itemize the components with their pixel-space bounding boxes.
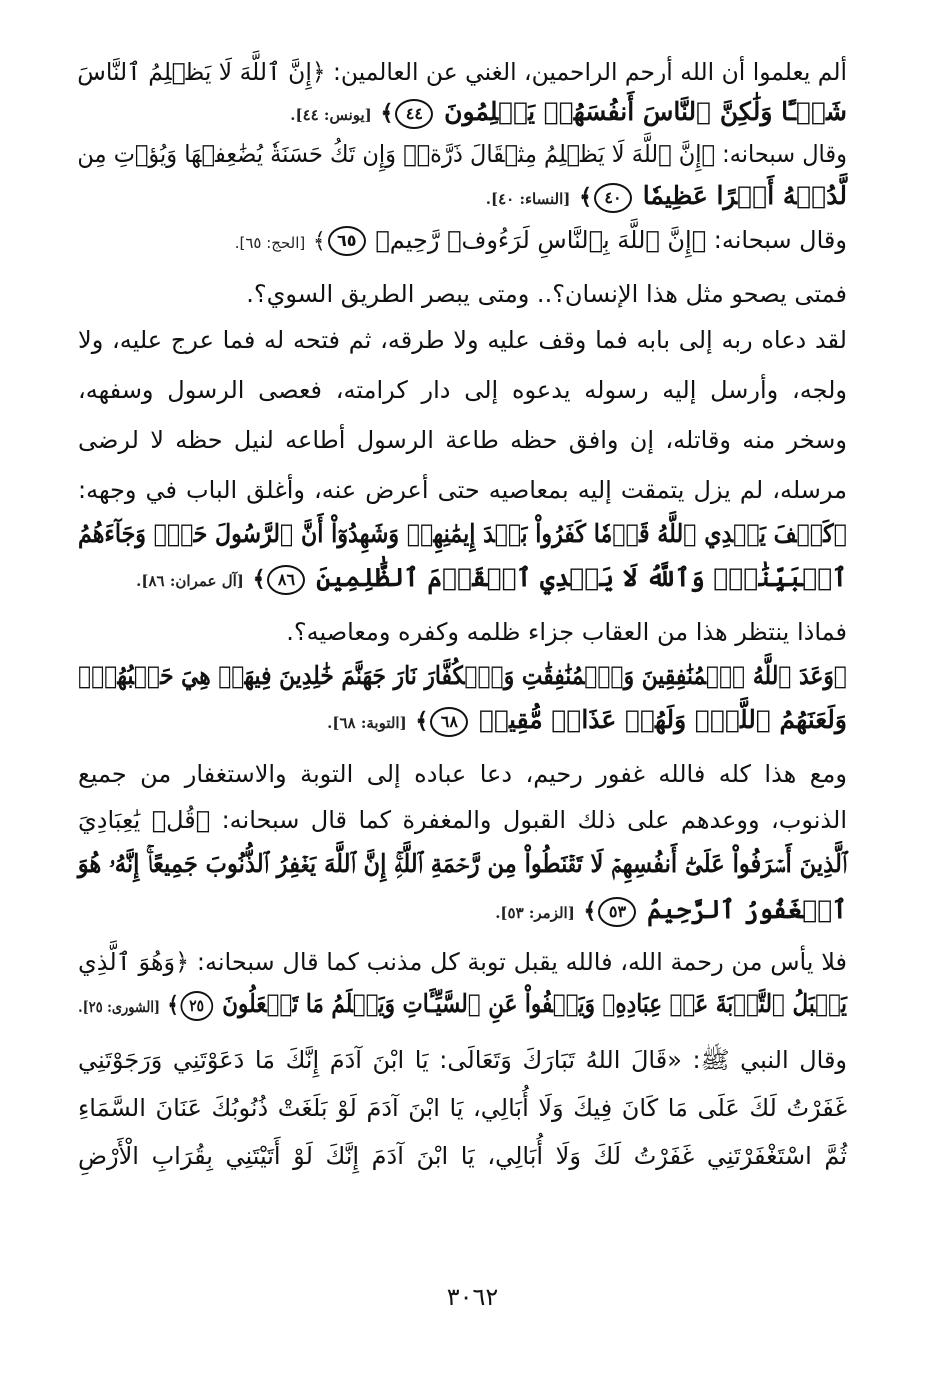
verse-reference: [الحج: ٦٥]. xyxy=(234,234,306,252)
text-line-2: شَيۡـًٔا وَلَٰكِنَّ ٱلنَّاسَ أَنفُسَهُمۡ يَظۡلِمُونَ ٤٤﴾ [يونس: ٤٤]. xyxy=(290,92,847,135)
verse-reference: [آل عمران: ٨٦]. xyxy=(136,572,244,590)
text-line-5: وقال سبحانه: ﴿إِنَّ ٱللَّهَ بِٱلنَّاسِ لَرَءُوفٞ رَّحِيمٞ ٦٥﴾ [الحج: ٦٥]. xyxy=(234,226,847,254)
text-line-12: ٱلۡبَيِّنَٰتُۚ وَٱللَّهُ لَا يَهۡدِي ٱلۡقَوۡمَ ٱلظَّٰلِمِينَ ٨٦﴾ [آل عمران: ٨٦]. xyxy=(136,558,847,601)
text-line-10: مرسله، لم يزل يتمقت إليه بمعاصيه حتى أعرض عنه، وأغلق الباب في وجهه: xyxy=(78,476,847,504)
text-line-1: ألم يعلموا أن الله أرحم الراحمين، الغني عن العالمين: ﴿إِنَّ ٱللَّهَ لَا يَظۡلِمُ ٱلنَّاسَ xyxy=(77,58,848,86)
text-line-8: ولجه، وأرسل إليه رسوله يدعوه إلى دار كرامته، فعصى الرسول وسفهه، xyxy=(78,376,847,404)
text-line-14: ﴿وَعَدَ ٱللَّهُ ٱلۡمُنَٰفِقِينَ وَٱلۡمُنَٰفِقَٰتِ وَٱلۡكُفَّارَ نَارَ جَهَنَّمَ خَٰلِدِينَ فِيهَاۚ هِيَ حَسۡبُهُمۡۚ xyxy=(78,661,847,690)
text-line-19: ٱلۡغَفُورُ ٱلرَّحِيمُ ٥٣﴾ [الزمر: ٥٣]. xyxy=(495,890,847,933)
text-line-23: غَفَرْتُ لَكَ عَلَى مَا كَانَ فِيكَ وَلَا أُبَالِي، يَا ابْنَ آدَمَ لَوْ بَلَغَتْ ذُنُوبُكَ عَنَانَ السَّمَاءِ xyxy=(78,1094,847,1122)
text-line-3: وقال سبحانه: ﴿إِنَّ ٱللَّهَ لَا يَظۡلِمُ مِثۡقَالَ ذَرَّةٖۖ وَإِن تَكُ حَسَنَةٗ يُضَٰعِفۡهَا وَيُؤۡتِ مِن xyxy=(77,140,847,168)
verse-number: ٤٠ xyxy=(594,183,632,213)
text-line-9: وسخر منه وقاتله، إن وافق حظه طاعة الرسول أطاعه لنيل حظه لا لرضى xyxy=(78,426,847,454)
verse-number: ٦٥ xyxy=(328,226,366,256)
verse-reference: [الزمر: ٥٣]. xyxy=(495,904,575,922)
page-number: ٣٠٦٢ xyxy=(446,1283,499,1311)
text-line-22: وقال النبي ﷺ: «قَالَ اللهُ تَبَارَكَ وَتَعَالَى: يَا ابْنَ آدَمَ إِنَّكَ مَا دَعَوْتَنِي وَرَجَوْتَنِي xyxy=(78,1046,847,1074)
text-line-15: وَلَعَنَهُمُ ٱللَّهُۖ وَلَهُمۡ عَذَابٞ مُّقِيمٞ ٦٨﴾ [التوبة: ٦٨]. xyxy=(327,700,847,743)
text-line-13: فماذا ينتظر هذا من العقاب جزاء ظلمه وكفره ومعاصيه؟. xyxy=(286,618,847,646)
verse-number: ٨٦ xyxy=(267,565,305,595)
text-line-16: ومع هذا كله فالله غفور رحيم، دعا عباده إلى التوبة والاستغفار من جميع xyxy=(78,760,847,788)
text-line-17: الذنوب، ووعدهم على ذلك القبول والمغفرة كما قال سبحانه: ﴿قُلۡ يَٰعِبَادِيَ xyxy=(78,806,847,834)
text-line-11: ﴿كَيۡفَ يَهۡدِي ٱللَّهُ قَوۡمٗا كَفَرُواْ بَعۡدَ إِيمَٰنِهِمۡ وَشَهِدُوٓاْ أَنَّ ٱلرَّسُولَ حَقّٞ وَجَآءَهُمُ xyxy=(78,519,848,548)
verse-number: ٦٨ xyxy=(430,707,468,737)
verse-reference: [النساء: ٤٠]. xyxy=(485,190,571,208)
verse-number: ٢٥ xyxy=(180,991,213,1021)
text-line-18: ٱلَّذِينَ أَسۡرَفُواْ عَلَىٰٓ أَنفُسِهِمۡ لَا تَقۡنَطُواْ مِن رَّحۡمَةِ ٱللَّهِۚ إِنَّ ٱللَّهَ يَغۡفِرُ ٱلذُّنُوبَ جَمِيعًاۚ إِنَّهُۥ هُوَ xyxy=(77,849,847,878)
text-line-4: لَّدُنۡهُ أَجۡرًا عَظِيمٗا ٤٠﴾ [النساء: ٤٠]. xyxy=(486,176,847,219)
verse-reference: [الشورى: ٢٥]. xyxy=(78,998,160,1016)
text-line-24: ثُمَّ اسْتَغْفَرْتَنِي غَفَرْتُ لَكَ وَلَا أُبَالِي، يَا ابْنَ آدَمَ إِنَّكَ لَوْ أَتَيْتَنِي بِقُرَابِ الْأَرْضِ xyxy=(78,1142,847,1170)
verse-reference: [يونس: ٤٤]. xyxy=(290,106,372,124)
verse-number: ٤٤ xyxy=(395,99,433,129)
verse-reference: [التوبة: ٦٨]. xyxy=(327,714,407,732)
text-line-21: يَقۡبَلُ ٱلتَّوۡبَةَ عَنۡ عِبَادِهِۦ وَيَعۡفُواْ عَنِ ٱلسَّيِّـَٔاتِ وَيَعۡلَمُ مَا تَفۡعَلُونَ ٢٥﴾ [الشورى: ٢٥]. xyxy=(78,984,847,1027)
verse-number: ٥٣ xyxy=(598,897,636,927)
text-line-7: لقد دعاه ربه إلى بابه فما وقف عليه ولا طرقه، ثم فتحه له فما عرج عليه، ولا xyxy=(78,326,847,354)
text-line-20: فلا يأس من رحمة الله، فالله يقبل توبة كل مذنب كما قال سبحانه: ﴿وَهُوَ ٱلَّذِي xyxy=(78,948,847,976)
text-line-6: فمتى يصحو مثل هذا الإنسان؟.. ومتى يبصر الطريق السوي؟. xyxy=(246,280,847,308)
